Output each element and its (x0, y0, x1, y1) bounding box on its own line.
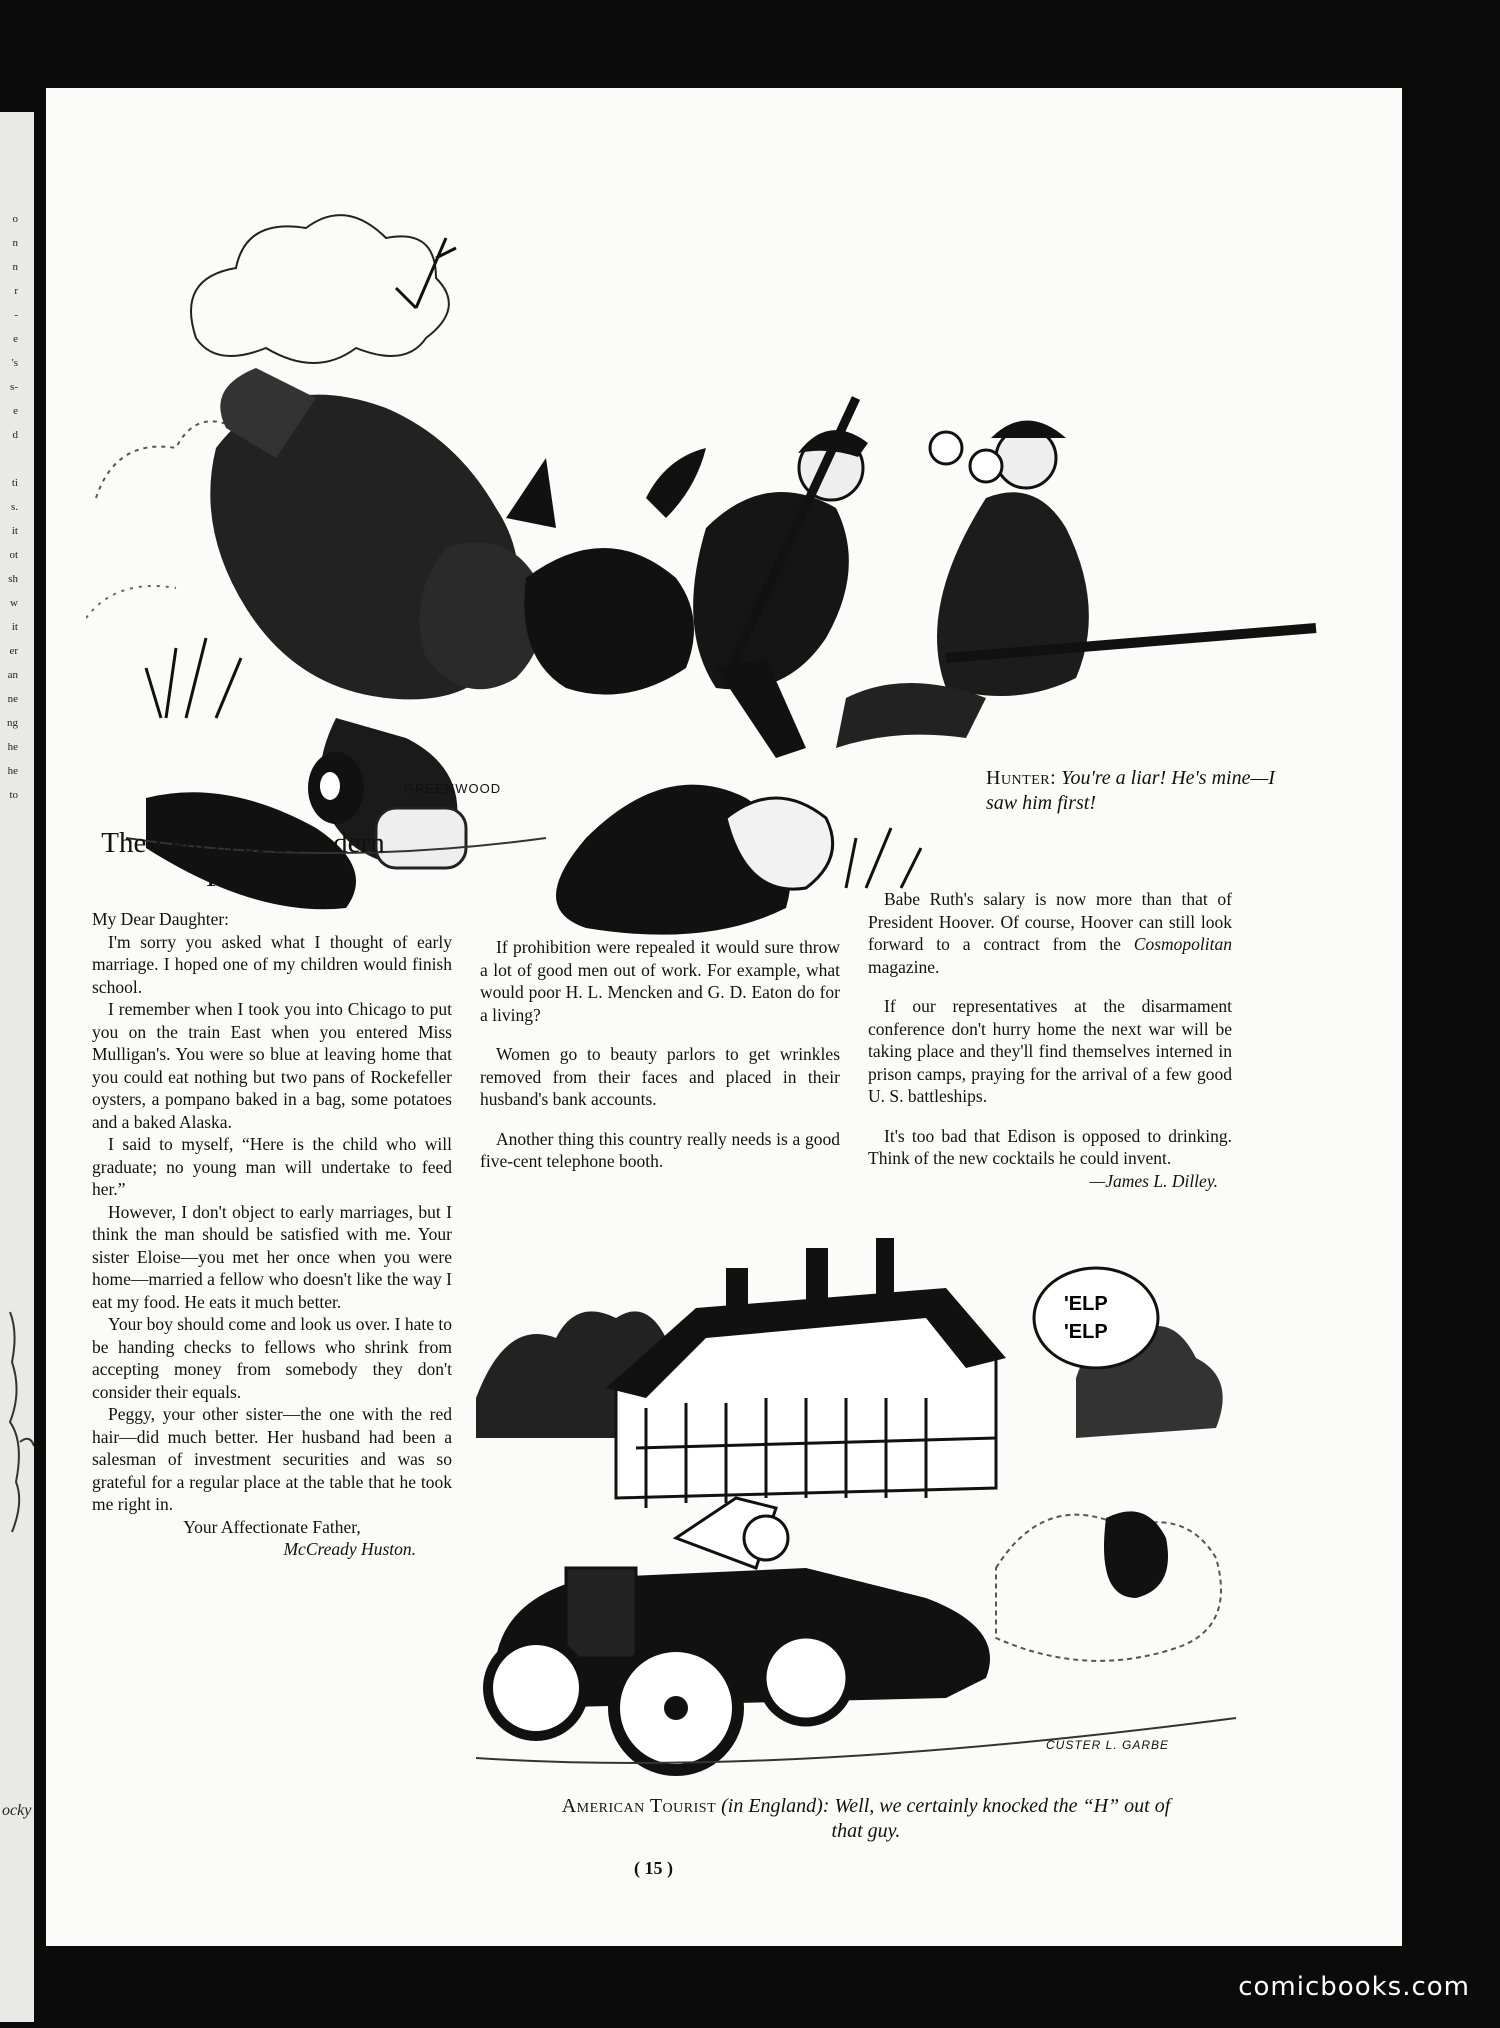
fragment: he (7, 765, 18, 777)
tourist-caption (546, 1794, 1186, 1844)
caption-speaker: Hunter: (986, 767, 1057, 789)
fragment: - (14, 309, 18, 321)
facing-page-fragments (0, 212, 18, 812)
dilley-paragraph (868, 888, 1232, 978)
fragment: w (10, 597, 18, 609)
fragment: ng (7, 717, 18, 729)
fragment: ot (9, 549, 18, 561)
caption-quote: Well, we certainly knocked the “H” out of that guy. (831, 1795, 1171, 1842)
fragment: he (7, 741, 18, 753)
fragment: it (11, 621, 18, 633)
babe-ruth-text: Babe Ruth's salary is now more than that of President Hoover. Of course, Hoover can still look forward to a contract from the (868, 889, 1232, 954)
fragment: sh (8, 573, 18, 585)
letters-column (92, 908, 452, 1561)
fragment (0, 452, 18, 476)
caption-quote: You're a liar! He's mine—I saw him first! (986, 767, 1275, 814)
fragment: it (11, 525, 18, 537)
fragment: o (12, 213, 18, 225)
letters-paragraph: Peggy, your other sister—the one with the red hair—did much better. Her husband had been a salesman of investment securities and was so grateful for a regular place at the table that he took me right in. (92, 1404, 452, 1514)
letters-author: McCready Huston. (283, 1539, 416, 1559)
fragment: d (12, 429, 18, 441)
speech-balloon-line-1: 'ELP (1064, 1293, 1108, 1315)
letters-paragraph: However, I don't object to early marriages, but I think the man should be satisfied with me. Your sister Eloise—you met her once when you were home—married a fellow who doesn't like the way I eat my food. He eats it much better. (92, 1201, 452, 1312)
dilley-paragraph: If prohibition were repealed it would sure throw a lot of good men out of work. For example, what would poor H. L. Mencken and G. D. Eaton do for a living? (480, 937, 840, 1025)
dilley-paragraph: If our representatives at the disarmament conference don't hurry home the next war will be taking place and they'll find themselves interned in prison camps, praying for the arrival of a few good U. S. battleships. (868, 996, 1232, 1106)
fragment: n (12, 261, 18, 273)
facing-page-fragment-bottom: ocky (2, 1802, 32, 1819)
letters-title: The Letters of a Modern Father (101, 827, 385, 893)
fragment: e (13, 333, 18, 345)
dilley-author: —James L. Dilley. (1089, 1170, 1218, 1191)
fragment: er (9, 645, 18, 657)
dilley-title: Dilley Dallying (565, 885, 747, 917)
page-number: ( 15 ) (634, 1858, 673, 1878)
top-cartoon-signature: GREENWOOD (404, 781, 502, 796)
letters-paragraph: Your boy should come and look us over. I hate to be handing checks to fellows who shrink from accepting money from somebody they don't consider their equals. (92, 1314, 452, 1402)
dilley-column-2 (868, 888, 1232, 1192)
letters-paragraph: I remember when I took you into Chicago to put you on the train East when you entered Miss Mulligan's. You were so blue at leaving home that you could eat nothing but two pans of Rockefeller oysters, a pompano baked in a bag, some potatoes and a baked Alaska. (92, 999, 452, 1132)
dilley-paragraph: Another thing this country really needs is a good five-cent telephone booth. (480, 1128, 840, 1171)
babe-ruth-text-end: magazine. (868, 956, 940, 977)
fragment: r (14, 285, 18, 297)
facing-page-edge (0, 112, 34, 2022)
dilley-column-1 (480, 936, 840, 1173)
fragment: ne (7, 693, 18, 705)
magazine-page (46, 88, 1402, 1946)
fragment: an (7, 669, 18, 681)
letters-paragraph: I'm sorry you asked what I thought of early marriage. I hoped one of my children would finish school. (92, 931, 452, 997)
facing-page-sketch (0, 1292, 34, 1552)
fragment: s. (10, 501, 18, 513)
fragment: ti (11, 477, 18, 489)
speech-balloon-line-2: 'ELP (1064, 1321, 1108, 1343)
letters-paragraph: I said to myself, “Here is the child who will graduate; no young man will undertake to feed her.” (92, 1134, 452, 1199)
dilley-paragraph: Women go to beauty parlors to get wrinkles removed from their faces and placed in their husband's bank accounts. (480, 1044, 840, 1109)
hunter-caption (986, 766, 1276, 816)
fragment: n (12, 237, 18, 249)
watermark: comicbooks.com (1238, 1972, 1470, 2002)
fragment: to (9, 789, 18, 801)
cosmopolitan-title: Cosmopolitan (1133, 934, 1232, 954)
letters-salutation: My Dear Daughter: (92, 909, 230, 929)
bottom-cartoon-signature: CUSTER L. GARBE (1046, 1738, 1170, 1752)
letters-closing: Your Affectionate Father, (183, 1516, 361, 1537)
fragment: s- (10, 381, 18, 393)
caption-aside: (in England): (721, 1795, 830, 1817)
fragment: 's (11, 357, 18, 369)
car-cartoon-illustration (476, 1238, 1246, 1783)
caption-speaker: American Tourist (561, 1795, 717, 1817)
fragment: e (13, 405, 18, 417)
dilley-paragraph: It's too bad that Edison is opposed to drinking. Think of the new cocktails he could invent. (868, 1125, 1232, 1168)
